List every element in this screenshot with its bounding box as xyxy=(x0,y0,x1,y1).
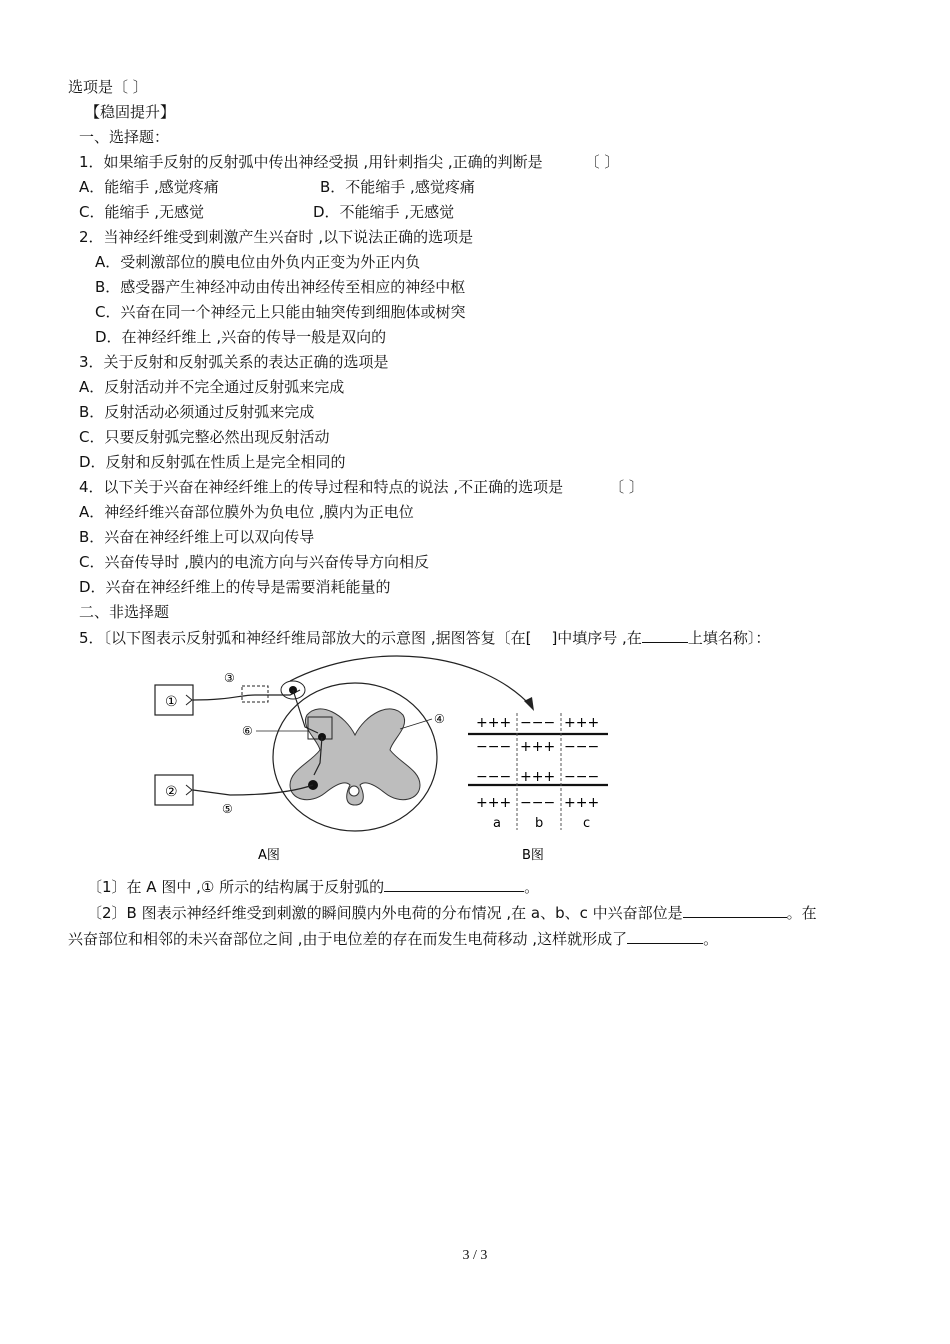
option-3c: C．只要反射弧完整必然出现反射活动 xyxy=(79,428,330,446)
dashed-box-3 xyxy=(242,686,268,702)
answer-bracket-1: 〔 〕 xyxy=(584,153,620,171)
answer-blank-3 xyxy=(627,928,703,944)
label-3: ③ xyxy=(224,671,235,685)
option-2c: C．兴奋在同一个神经元上只能由轴突传到细胞体或树突 xyxy=(95,303,466,321)
subquestion-1 xyxy=(87,876,539,897)
label-5: ⑤ xyxy=(222,802,233,816)
option-2a: A．受刺激部位的膜电位由外负内正变为外正内负 xyxy=(95,253,421,271)
label-2: ② xyxy=(165,784,178,800)
magnify-arrow xyxy=(290,656,532,707)
subquestion-2-line2 xyxy=(68,928,718,949)
option-2b: B．感受器产生神经冲动由传出神经传至相应的神经中枢 xyxy=(95,278,466,296)
charge-r3-a: −−− xyxy=(476,769,512,785)
charge-r4-c: +++ xyxy=(564,795,600,811)
option-4c: C．兴奋传导时 ,膜内的电流方向与兴奋传导方向相反 xyxy=(79,553,430,571)
label-1: ① xyxy=(165,694,178,710)
figure-a xyxy=(155,671,445,863)
col-b: b xyxy=(535,816,544,831)
section-choice-title: 一、选择题： xyxy=(79,128,170,146)
subquestion-2-text: 〔2〕B 图表示神经纤维受到刺激的瞬间膜内外电荷的分布情况 ,在 a、b、c 中兴奋部位是 xyxy=(87,904,683,922)
charge-r3-b: +++ xyxy=(520,769,556,785)
charge-r1-a: +++ xyxy=(476,715,512,731)
section-nonchoice-title: 二、非选择题 xyxy=(79,603,170,621)
caption-b: B图 xyxy=(522,848,544,863)
question-5-text-c: 上填名称〕： xyxy=(687,629,771,647)
option-3b: B．反射活动必须通过反射弧来完成 xyxy=(79,403,315,421)
option-3d: D．反射和反射弧在性质上是完全相同的 xyxy=(79,453,346,471)
question-4 xyxy=(79,477,644,497)
subquestion-1-text: 〔1〕在 A 图中 ,① 所示的结构属于反射弧的 xyxy=(87,878,385,896)
label-6: ⑥ xyxy=(242,724,253,738)
question-1 xyxy=(79,152,619,172)
label-4: ④ xyxy=(434,712,445,726)
figure-b xyxy=(468,713,608,863)
page-number: 3 / 3 xyxy=(462,1248,488,1263)
option-1d: D．不能缩手 ,无感觉 xyxy=(313,203,455,221)
option-4b: B．兴奋在神经纤维上可以双向传导 xyxy=(79,528,315,546)
charge-r2-b: +++ xyxy=(520,739,556,755)
question-1-text: 1．如果缩手反射的反射弧中传出神经受损 ,用针刺指尖 ,正确的判断是 xyxy=(79,153,543,171)
line-xuanxiang: 选项是〔 〕 xyxy=(68,78,148,96)
col-a: a xyxy=(493,816,501,831)
option-4d: D．兴奋在神经纤维上的传导是需要消耗能量的 xyxy=(79,578,391,596)
charge-r1-b: −−− xyxy=(520,715,556,731)
reflex-arc-figure xyxy=(150,645,620,870)
option-4a: A．神经纤维兴奋部位膜外为负电位 ,膜内为正电位 xyxy=(79,503,414,521)
section-heading-consolidate: 【稳固提升】 xyxy=(85,103,176,121)
name-blank xyxy=(642,627,688,643)
charge-r3-c: −−− xyxy=(564,769,600,785)
subquestion-2-end: 。在 xyxy=(786,904,817,922)
question-5-text-b: ]中填序号 ,在 xyxy=(551,629,642,647)
caption-a: A图 xyxy=(258,848,280,863)
question-2: 2．当神经纤维受到刺激产生兴奋时 ,以下说法正确的选项是 xyxy=(79,228,474,246)
option-1b: B．不能缩手 ,感觉疼痛 xyxy=(320,178,475,196)
subquestion-1-end: 。 xyxy=(524,878,540,896)
charge-r2-a: −−− xyxy=(476,739,512,755)
question-3: 3．关于反射和反射弧关系的表达正确的选项是 xyxy=(79,353,389,371)
question-4-text: 4．以下关于兴奋在神经纤维上的传导过程和特点的说法 ,不正确的选项是 xyxy=(79,478,564,496)
subquestion-2 xyxy=(87,902,817,923)
subquestion-2-line2-text: 兴奋部位和相邻的未兴奋部位之间 ,由于电位差的存在而发生电荷移动 ,这样就形成了 xyxy=(68,930,628,948)
subquestion-2-line2-end: 。 xyxy=(703,930,719,948)
option-1a: A．能缩手 ,感觉疼痛 xyxy=(79,178,219,196)
charge-r2-c: −−− xyxy=(564,739,600,755)
charge-r1-c: +++ xyxy=(564,715,600,731)
charge-r4-b: −−− xyxy=(520,795,556,811)
option-2d: D．在神经纤维上 ,兴奋的传导一般是双向的 xyxy=(95,328,387,346)
charge-r4-a: +++ xyxy=(476,795,512,811)
option-3a: A．反射活动并不完全通过反射弧来完成 xyxy=(79,378,345,396)
answer-blank-2 xyxy=(683,902,787,918)
option-1c: C．能缩手 ,无感觉 xyxy=(79,203,205,221)
question-5-text-a: 5．〔以下图表示反射弧和神经纤维局部放大的示意图 ,据图答复〔在[ xyxy=(79,629,532,647)
col-c: c xyxy=(583,816,591,831)
answer-bracket-4: 〔 〕 xyxy=(609,478,644,496)
answer-blank-1 xyxy=(384,876,524,892)
bracket-blank xyxy=(531,628,551,643)
